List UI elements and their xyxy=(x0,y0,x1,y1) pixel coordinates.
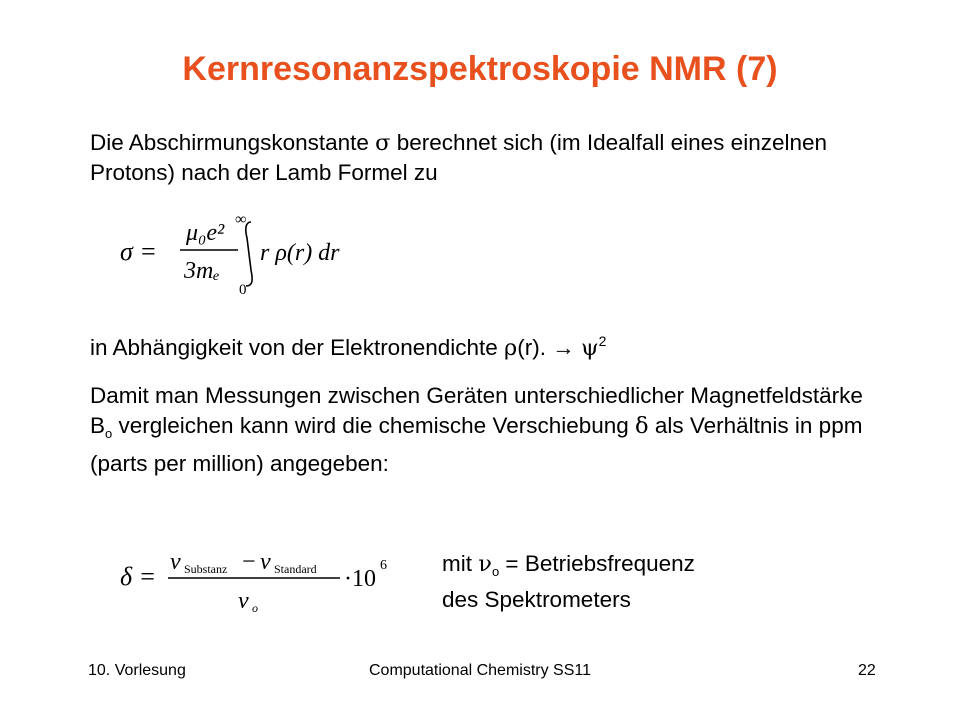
lamb-lower-limit: 0 xyxy=(239,282,247,298)
slide-title: Kernresonanzspektroskopie NMR (7) xyxy=(182,50,778,88)
p1-text-b: berechnet sich (im Idealfall eines einzelnen Protons) nach der Lamb Formel zu xyxy=(90,130,828,185)
footer-lecture: 10. Vorlesung xyxy=(88,662,186,679)
note-line-1 xyxy=(442,550,695,586)
lamb-upper-limit: ∞ xyxy=(235,211,247,228)
nu-zero: ν xyxy=(238,588,249,614)
lamb-denominator: 3mₑ xyxy=(184,258,220,284)
sub-substanz: Substanz xyxy=(184,562,228,576)
psi-exponent: 2 xyxy=(598,333,607,349)
p3-text-c: als Verhältnis in ppm (parts per million) angegeben: xyxy=(90,413,863,476)
sub-standard: Standard xyxy=(274,562,317,576)
psi-symbol: ψ xyxy=(581,335,599,361)
nu-zero-sub: o xyxy=(252,601,258,615)
nu-subscript: o xyxy=(491,564,500,579)
nu-substanz: ν xyxy=(170,549,181,575)
integral-sign xyxy=(246,222,252,286)
lamb-lhs: σ = xyxy=(120,237,157,266)
sigma-symbol: σ xyxy=(375,130,391,156)
factor-ten: ·10 xyxy=(344,566,376,592)
p1-text-a: Die Abschirmungskonstante xyxy=(90,130,376,155)
b0-subscript: o xyxy=(105,426,113,441)
note-line-2: des Spektrometers xyxy=(442,587,631,612)
nu-standard: ν xyxy=(260,549,271,575)
note-text-b: = Betriebsfrequenz xyxy=(499,551,695,576)
paragraph-electron-density xyxy=(90,326,870,363)
paragraph-shielding-constant xyxy=(90,128,870,188)
lamb-integrand: r ρ(r) dr xyxy=(260,240,340,266)
note-operating-frequency xyxy=(442,550,695,614)
rho-symbol: ρ xyxy=(504,335,518,361)
footer-course: Computational Chemistry SS11 xyxy=(368,662,592,679)
paragraph-chemical-shift xyxy=(90,381,870,479)
delta-symbol: δ xyxy=(635,413,649,439)
note-text-a: mit xyxy=(442,551,479,576)
nu-symbol: ν xyxy=(478,551,492,577)
p3-text-b: vergleichen kann wird die chemische Verschiebung xyxy=(112,413,636,438)
lamb-formula xyxy=(118,208,378,298)
p2-text-b: (r). → xyxy=(517,335,581,360)
chemical-shift-formula xyxy=(118,545,418,620)
footer-page-number: 22 xyxy=(858,662,876,679)
lamb-numerator: μ₀e² xyxy=(186,220,225,246)
p3-text-a: Damit man Messungen zwischen Geräten unterschiedlicher Magnetfeldstärke B xyxy=(90,383,863,438)
factor-exponent: 6 xyxy=(380,558,387,573)
delta-lhs: δ = xyxy=(120,562,157,591)
p2-text-a: in Abhängigkeit von der Elektronendichte xyxy=(90,335,505,360)
minus-sign: − xyxy=(242,549,256,575)
